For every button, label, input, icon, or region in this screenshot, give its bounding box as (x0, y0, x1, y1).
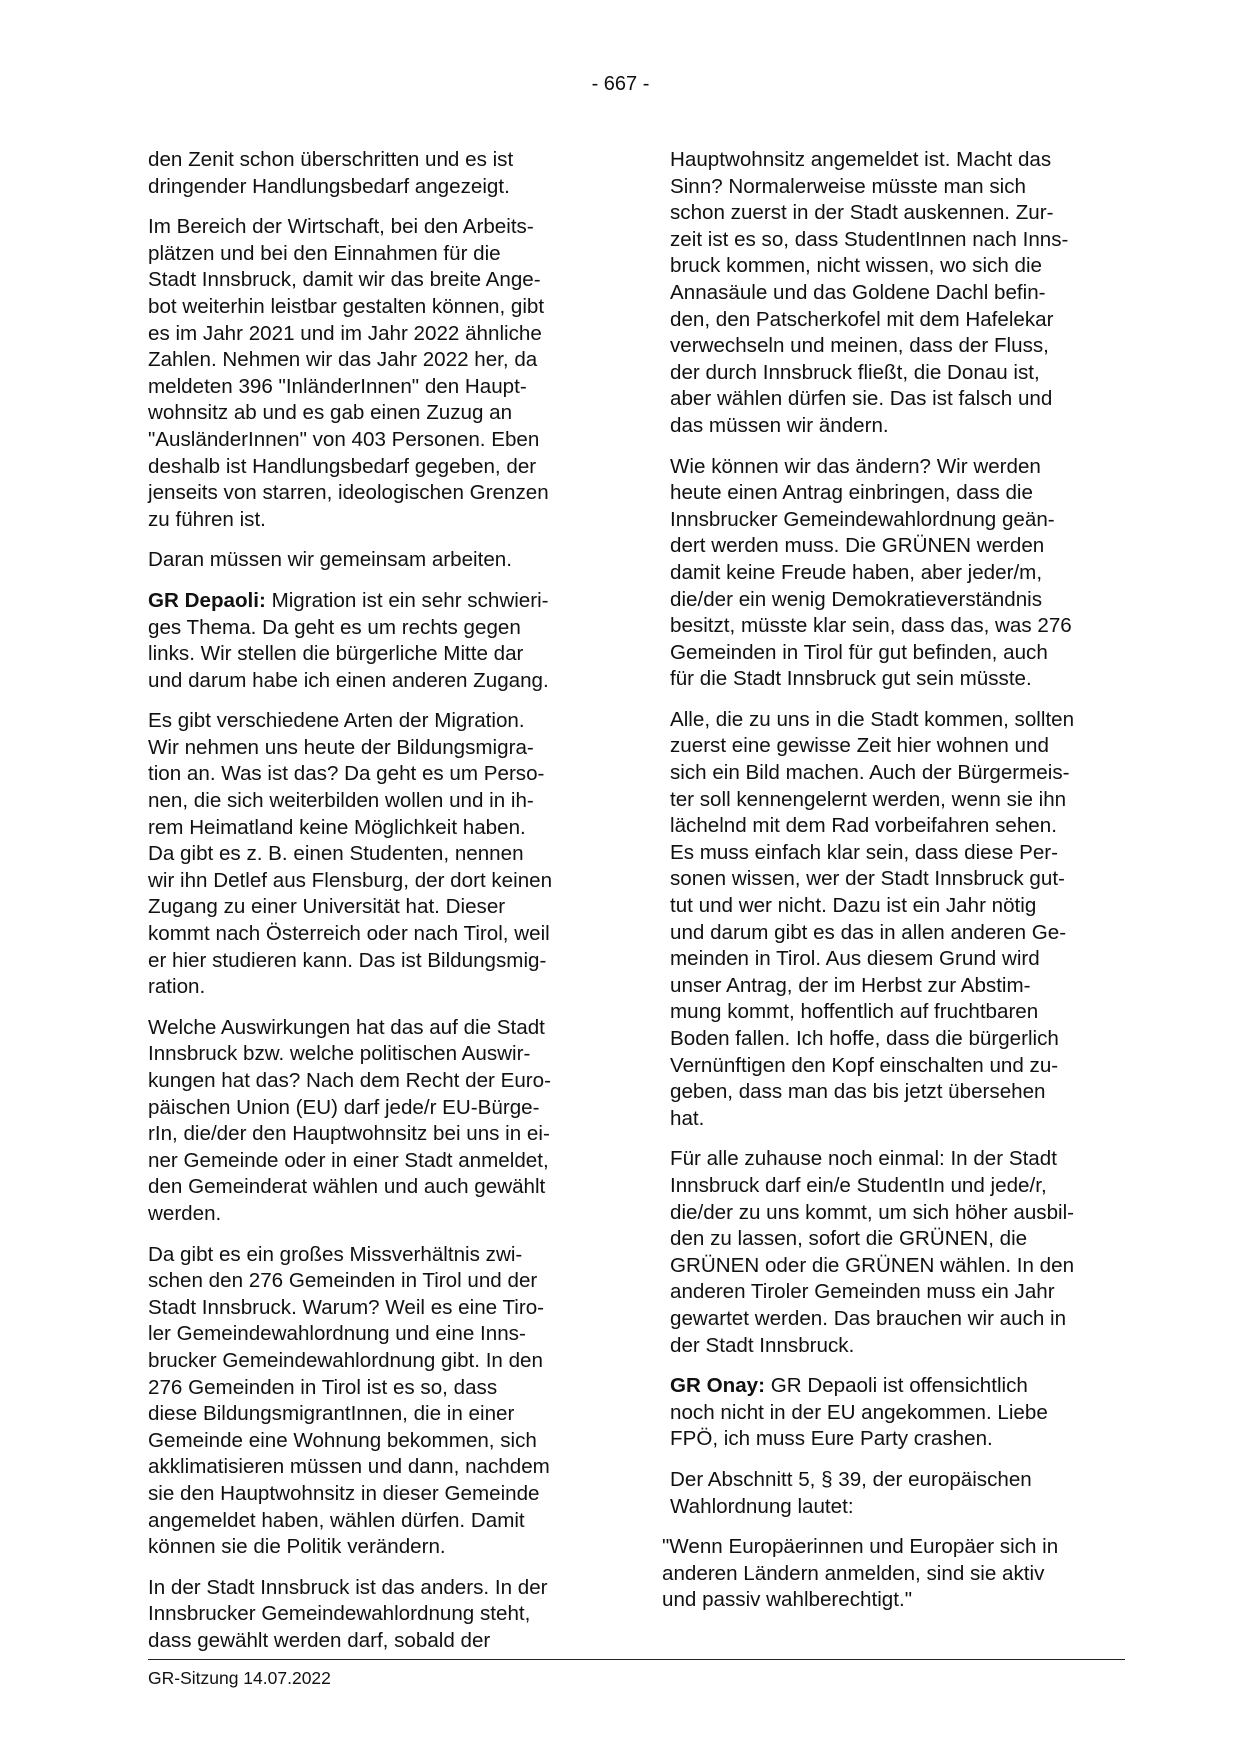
paragraph: Alle, die zu uns in die Stadt kommen, sollten zuerst eine gewisse Zeit hier wohnen und sich ein Bild machen. Auch der Bürgermeis- ter soll kennengelernt werden, wenn sie ihn lächelnd mit dem Rad vorbeifahren sehen. Es muss einfach klar sein, dass diese Per- sonen wissen, wer der Stadt Innsbruck gut- tut und wer nicht. Dazu ist ein Jahr nötig und darum gibt es das in allen anderen Ge- meinden in Tirol. Aus diesem Grund wird unser Antrag, der im Herbst zur Abstim- mung kommt, hoffentlich auf fruchtbaren Boden fallen. Ich hoffe, dass die bürgerlich Vernünftigen den Kopf einschalten und zu- geben, dass man das bis jetzt übersehen hat. (670, 707, 1075, 1130)
paragraph: Wie können wir das ändern? Wir werden heute einen Antrag einbringen, dass die Innsbrucker Gemeindewahlordnung geän- dert werden muss. Die GRÜNEN werden damit keine Freude haben, aber jeder/m, die/der ein wenig Demokratieverständnis besitzt, müsste klar sein, dass das, was 276 Gemeinden in Tirol für gut befinden, auch für die Stadt Innsbruck gut sein müsste. (670, 454, 1072, 691)
paragraph: den Zenit schon überschritten und es ist dringender Handlungsbedarf angezeigt. (148, 148, 514, 198)
speech-text: Migration ist ein sehr schwieri- ges Thema. Da geht es um rechts gegen links. Wir stellen die bürgerliche Mitte dar und darum habe ich einen anderen Zugang. (148, 588, 549, 692)
paragraph: Hauptwohnsitz angemeldet ist. Macht das Sinn? Normalerweise müsste man sich schon zuerst in der Stadt auskennen. Zur- zeit ist es so, dass StudentInnen nach Inns- bruck kommen, nicht wissen, wo sich die Annasäule und das Goldene Dachl befin- den, den Patscherkofel mit dem Hafelekar verwechseln und meinen, dass der Fluss, der durch Innsbruck fließt, die Donau ist, aber wählen dürfen sie. Das ist falsch und das müssen wir ändern. (670, 148, 1069, 437)
speech-text: GR Depaoli ist offensichtlich noch nicht in der EU angekommen. Liebe FPÖ, ich muss Eure Party crashen. (670, 1374, 1048, 1451)
speaker-paragraph (148, 588, 598, 694)
speaker-paragraph (670, 1373, 1120, 1453)
paragraph: Im Bereich der Wirtschaft, bei den Arbeits- plätzen und bei den Einnahmen für die Stadt Innsbruck, damit wir das breite Ange- bot weiterhin leistbar gestalten können, gibt es im Jahr 2021 und im Jahr 2022 ähnliche Zahlen. Nehmen wir das Jahr 2022 her, da meldeten 396 "InländerInnen" den Haupt- wohnsitz ab und es gab einen Zuzug an "AusländerInnen" von 403 Personen. Eben deshalb ist Handlungsbedarf gegeben, der jenseits von starren, ideologischen Grenzen zu führen ist. (148, 215, 549, 531)
footer-session-date: GR-Sitzung 14.07.2022 (148, 1668, 331, 1688)
paragraph: Für alle zuhause noch einmal: In der Stadt Innsbruck darf ein/e StudentIn und jede/r, die/der zu uns kommt, um sich höher ausbil- den zu lassen, sofort die GRÜNEN, die GRÜNEN oder die GRÜNEN wählen. In den anderen Tiroler Gemeinden muss ein Jahr gewartet werden. Das brauchen wir auch in der Stadt Innsbruck. (670, 1147, 1075, 1357)
left-column (148, 147, 598, 1668)
speaker-name: GR Onay: (670, 1374, 765, 1398)
quote-paragraph: "Wenn Europäerinnen und Europäer sich in anderen Ländern anmelden, sind sie aktiv und passiv wahlberechtigt." (662, 1535, 1059, 1612)
paragraph: In der Stadt Innsbruck ist das anders. In der Innsbrucker Gemeindewahlordnung steht, dass gewählt werden darf, sobald der (148, 1575, 548, 1652)
paragraph: Da gibt es ein großes Missverhältnis zwi- schen den 276 Gemeinden in Tirol und der Stadt Innsbruck. Warum? Weil es eine Tiro- ler Gemeindewahlordnung und eine Inns- brucker Gemeindewahlordnung gibt. In den 276 Gemeinden in Tirol ist es so, dass diese BildungsmigrantInnen, die in einer Gemeinde eine Wohnung bekommen, sich akklimatisieren müssen und dann, nachdem sie den Hauptwohnsitz in dieser Gemeinde angemeldet haben, wählen dürfen. Damit können sie die Politik verändern. (148, 1242, 550, 1559)
speaker-name: GR Depaoli: (148, 588, 266, 612)
page-number: - 667 - (591, 73, 650, 95)
paragraph: Daran müssen wir gemeinsam arbeiten. (148, 548, 512, 572)
paragraph: Der Abschnitt 5, § 39, der europäischen Wahlordnung lautet: (670, 1467, 1032, 1518)
footer-divider (148, 1659, 1125, 1660)
paragraph: Es gibt verschiedene Arten der Migration. Wir nehmen uns heute der Bildungsmigra- tion an. Was ist das? Da geht es um Perso- nen, die sich weiterbilden wollen und in ih- rem Heimatland keine Möglichkeit haben. Da gibt es z. B. einen Studenten, nennen wir ihn Detlef aus Flensburg, der dort keinen Zugang zu einer Universität hat. Dieser kommt nach Österreich oder nach Tirol, weil er hier studieren kann. Das ist Bildungsmig- ration. (148, 709, 553, 999)
right-column (662, 147, 1120, 1628)
paragraph: Welche Auswirkungen hat das auf die Stadt Innsbruck bzw. welche politischen Auswir- kungen hat das? Nach dem Recht der Euro- päischen Union (EU) darf jede/r EU-Bürge- rIn, die/der den Hauptwohnsitz bei uns in ei- ner Gemeinde oder in einer Stadt anmeldet, den Gemeinderat wählen und auch gewählt werden. (148, 1015, 551, 1225)
